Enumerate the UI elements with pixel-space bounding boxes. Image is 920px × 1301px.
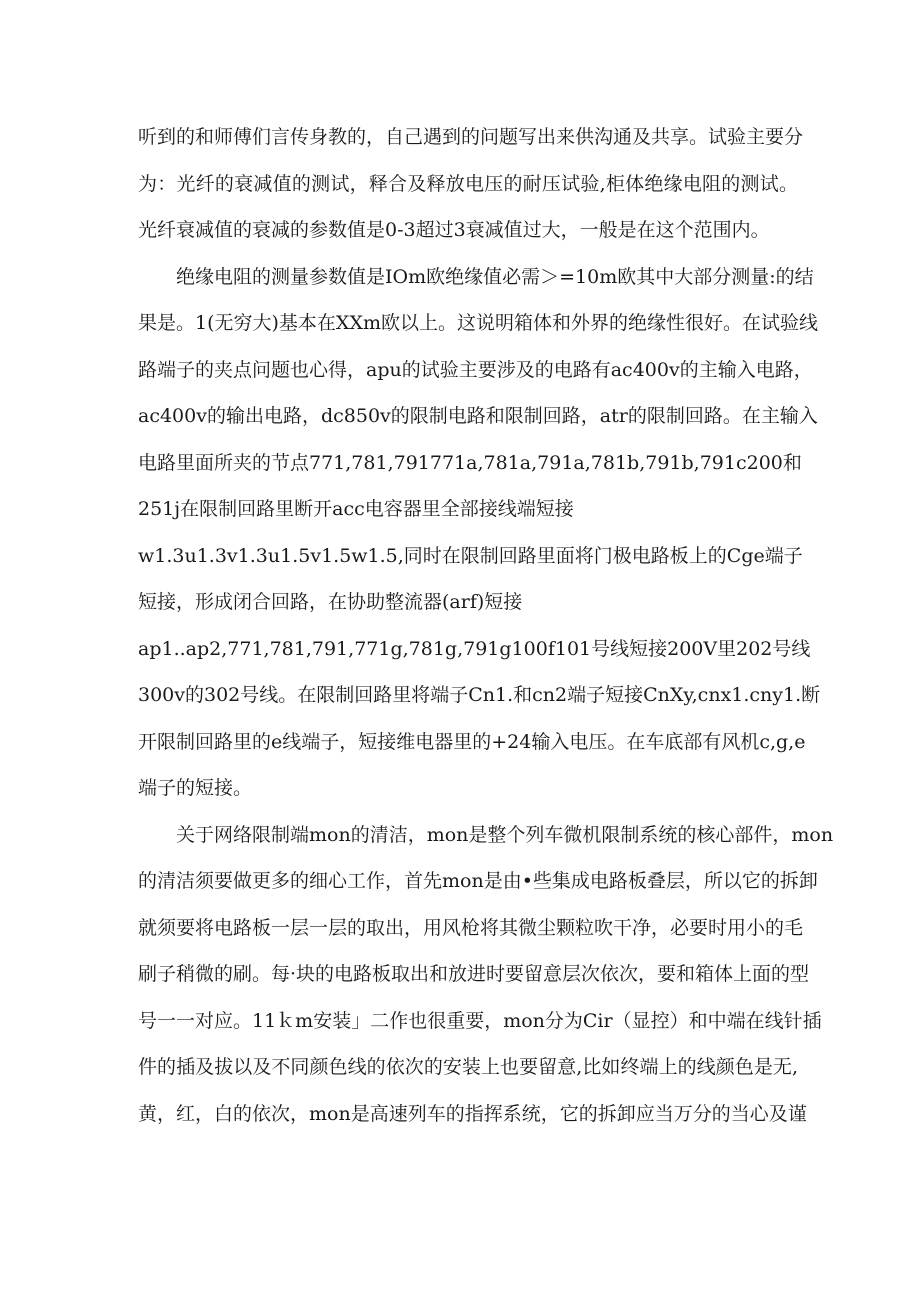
text-line: ac400v的输出电路，dc850v的限制电路和限制回路，atr的限制回路。在主输入 xyxy=(138,405,818,427)
text-line: 路端子的夹点问题也心得，apu的试验主要涉及的电路有ac400v的主输入电路， xyxy=(138,358,813,381)
text-line: 件的插及拔以及不同颜色线的依次的安装上也要留意,比如终端上的线颜色是无, xyxy=(138,1056,798,1078)
text-line: 光纤衰减值的衰减的参数值是0-3超过3衰减值过大，一般是在这个范围内。 xyxy=(138,219,770,241)
text-line: 号一一对应。11ｋm安装」二作也很重要，mon分为Cir（显控）和中端在线针插 xyxy=(138,1009,822,1032)
text-line: ap1..ap2,771,781,791,771g,781g,791g100f101号线短接200V里202号线 xyxy=(138,637,811,660)
text-line: 短接，形成闭合回路，在协助整流器(arf)短接 xyxy=(138,591,523,613)
text-line: 刷子稍微的刷。每·块的电路板取出和放进时要留意层次依次，要和箱体上面的型 xyxy=(138,963,810,985)
text-line: 电路里面所夹的节点771,781,791771a,781a,791a,781b,791b,791c200和 xyxy=(138,451,802,474)
text-line: w1.3u1.3v1.3u1.5v1.5w1.5,同时在限制回路里面将门极电路板上的Cge端子 xyxy=(138,544,803,567)
text-line: 的清洁须要做更多的细心工作，首先mon是由•些集成电路板叠层，所以它的拆卸 xyxy=(138,870,818,892)
text-line: 开限制回路里的e线端子，短接维电器里的+24输入电压。在车底部有风机c,g,e xyxy=(138,730,806,753)
text-line: 关于网络限制端mon的清洁，mon是整个列车微机限制系统的核心部件，mon xyxy=(176,823,834,846)
text-line: 黄，红，白的依次，mon是高速列车的指挥系统，它的拆卸应当万分的当心及谨 xyxy=(138,1102,807,1125)
text-line: 听到的和师傅们言传身教的，自己遇到的问题写出来供沟通及共享。试验主要分 xyxy=(138,126,804,148)
text-line: 果是。1(无穷大)基本在XXm欧以上。这说明箱体和外界的绝缘性很好。在试验线 xyxy=(138,312,818,334)
text-line: 251j在限制回路里断开acc电容器里全部接线端短接 xyxy=(138,498,574,520)
text-line: 端子的短接。 xyxy=(138,777,253,799)
text-line: 300v的302号线。在限制回路里将端子Cn1.和cn2端子短接CnXy,cnx1.cny1.断 xyxy=(138,684,821,706)
body-text xyxy=(138,114,834,1137)
text-line: 为：光纤的衰减值的测试，释合及释放电压的耐压试验,柜体绝缘电阻的测试。 xyxy=(138,172,798,195)
text-line: 就须要将电路板一层一层的取出，用风枪将其微尘颗粒吹干净，必要时用小的毛 xyxy=(138,916,804,939)
text-line: 绝缘电阻的测量参数值是IOm欧绝缘值必需＞=10m欧其中大部分测量:的结 xyxy=(176,265,814,288)
